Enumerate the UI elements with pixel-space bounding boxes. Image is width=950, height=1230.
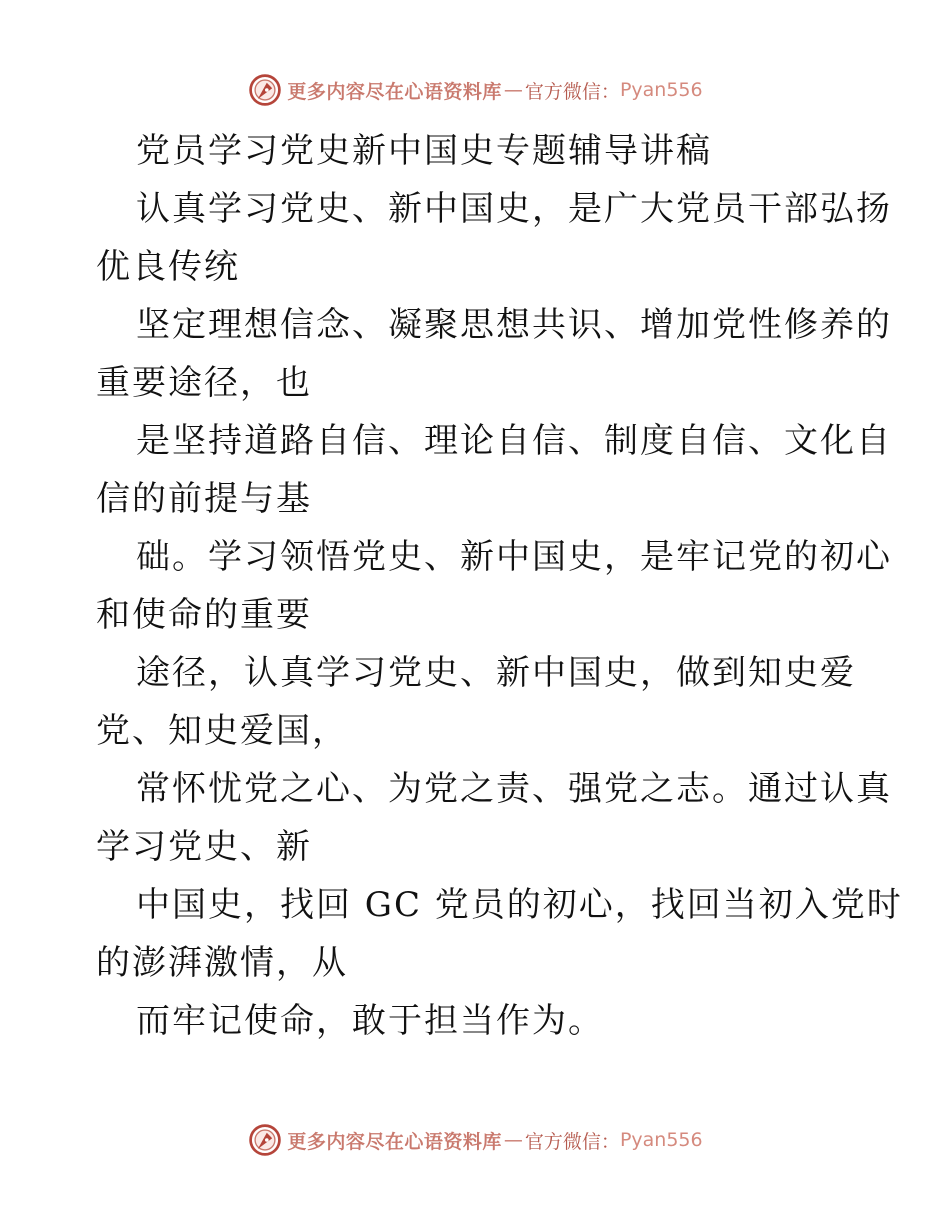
paragraph-line: 坚定理想信念、凝聚思想共识、增加党性修养的 bbox=[136, 305, 892, 345]
paragraph-line: 而牢记使命，敢于担当作为。 bbox=[136, 1001, 604, 1041]
paragraph-line: 党、知史爱国， bbox=[96, 711, 348, 751]
paragraph-line: 信的前提与基 bbox=[96, 479, 312, 519]
watermark-separator: — bbox=[503, 79, 523, 101]
watermark-wechat-label: 官方微信： bbox=[524, 80, 620, 103]
document-body bbox=[96, 122, 903, 1050]
paragraph-line: 是坚持道路自信、理论自信、制度自信、文化自 bbox=[136, 421, 892, 461]
footer-watermark bbox=[0, 1120, 950, 1160]
paragraph-line: 认真学习党史、新中国史，是广大党员干部弘扬 bbox=[136, 189, 892, 229]
document-title: 党员学习党史新中国史专题辅导讲稿 bbox=[136, 131, 712, 171]
watermark-brand: 更多内容尽在心语资料库 bbox=[287, 80, 502, 103]
watermark-separator: — bbox=[503, 1129, 523, 1151]
paragraph-line: 常怀忧党之心、为党之责、强党之志。通过认真 bbox=[136, 769, 892, 809]
paragraph-line: 优良传统 bbox=[96, 247, 240, 287]
paragraph-line: 础。学习领悟党史、新中国史，是牢记党的初心 bbox=[136, 537, 892, 577]
paragraph-line: 途径，认真学习党史、新中国史，做到知史爱 bbox=[136, 653, 856, 693]
pen-nib-icon bbox=[247, 1122, 283, 1158]
header-watermark bbox=[0, 70, 950, 110]
paragraph-line: 中国史，找回 GC 党员的初心，找回当初入党时 bbox=[136, 885, 903, 925]
paragraph-line: 和使命的重要 bbox=[96, 595, 312, 635]
watermark-wechat-label: 官方微信： bbox=[524, 1130, 620, 1153]
paragraph-line: 的澎湃激情，从 bbox=[96, 943, 348, 983]
watermark-brand: 更多内容尽在心语资料库 bbox=[287, 1130, 502, 1153]
watermark-wechat-id: Pyan556 bbox=[619, 1129, 703, 1151]
paragraph-line: 学习党史、新 bbox=[96, 827, 312, 867]
pen-nib-icon bbox=[247, 72, 283, 108]
watermark-wechat-id: Pyan556 bbox=[619, 79, 703, 101]
paragraph-line: 重要途径，也 bbox=[96, 363, 312, 403]
